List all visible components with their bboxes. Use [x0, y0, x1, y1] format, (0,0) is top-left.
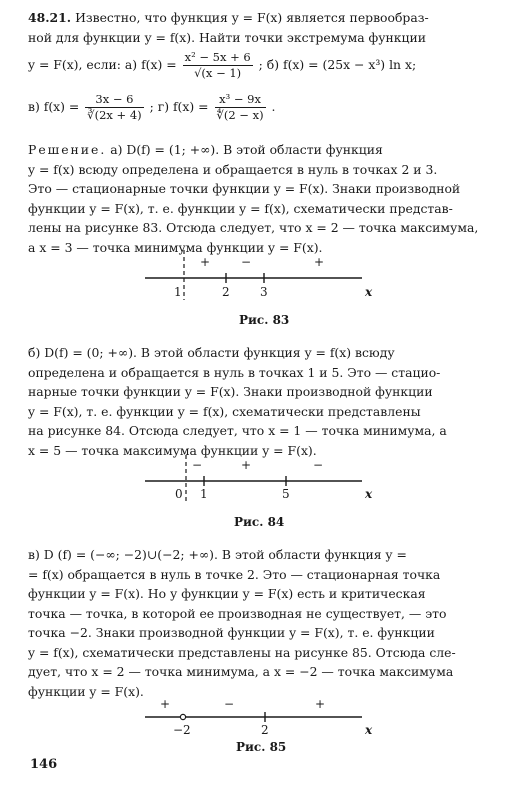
tick-label: −2: [173, 723, 191, 737]
tick-label: 1: [200, 487, 208, 501]
tick-label: 2: [261, 723, 269, 737]
sign-label: +: [160, 700, 171, 711]
tick-label: 0: [175, 487, 183, 501]
sign-label: +: [315, 700, 326, 711]
fraction-a: $\frac{\text{x² − 5x + 6}}{√(x - 1)}$: [184, 50, 251, 80]
axis-label: x: [365, 723, 373, 737]
problem-statement: [28, 8, 498, 47]
sign-label: +: [241, 458, 252, 472]
figure-83: [0, 250, 521, 310]
fraction-d: $\frac{\text{x³ − 9x}}{∜(2 - x)}$: [216, 92, 264, 122]
sign-label: −: [241, 255, 252, 269]
formula-row-ab: y = F(x), если: а) f(x) = $\frac{\text{x² − 5x + 6}}{√(x - 1)}$ ; б) f(x) = (25x − x³) ln x;: [28, 50, 417, 80]
solution-c: в) D (f) = (−∞; −2)∪(−2; +∞). В этой области функция y = = f(x) обращается в нуль в точке 2. Это — стационарная точка функции y = F(x). Но у функции y = F(x) есть и критическая точка — точка, в которой ее производная не существует, — это точка −2. Знаки производной функции y = F(x), т. е. функции y = f(x), схематически представлены на рисунке 85. Отсюда сле- дует, что x = 2 — точка минимума, а x = −2 — точка максимума функции y = F(x).: [28, 547, 456, 699]
axis-label: x: [365, 285, 373, 299]
sign-label: +: [200, 255, 211, 269]
formula-row-cd: в) f(x) = $\frac{3x - 6}{∛(2x + 4)}$ ; г) f(x) = $\frac{\text{x³ − 9x}}{∜(2 - x)}$ .: [28, 92, 276, 122]
solution-label: Решение.: [28, 142, 107, 157]
problem-line-2: ной для функции y = f(x). Найти точки экстремума функции: [28, 29, 427, 45]
solution-a: Решение. а) D(f) = (1; +∞). В этой области функция y = f(x) всюду определена и обращается в нуль в точках 2 и 3. Это — стационарные точки функции y = F(x). Знаки производной функции y = F(x), т. е. функции y = f(x), схематически представ- лены на рисунке 83. Отсюда следует, что x = 2 — точка максимума, а x = 3 — точка минимума функции y = F(x).: [28, 142, 479, 255]
axis-label: x: [365, 487, 373, 501]
tick-label: 1: [174, 285, 182, 299]
page-number: 146: [30, 757, 58, 772]
tick-label: 3: [260, 285, 268, 299]
sign-label: −: [224, 700, 235, 711]
sign-label: −: [313, 458, 324, 472]
tick-label: 2: [222, 285, 230, 299]
problem-number: 48.21.: [28, 10, 72, 25]
problem-line-1: 48.21. Известно, что функция y = F(x) является первообраз-: [28, 10, 429, 25]
tick-label: 5: [282, 487, 290, 501]
figure-caption: Рис. 84: [234, 515, 285, 529]
figure-85: [0, 700, 521, 740]
sign-label: +: [314, 255, 325, 269]
figure-caption: Рис. 83: [239, 313, 290, 327]
figure-84: [0, 455, 521, 510]
excluded-point: [180, 714, 185, 719]
solution-b: б) D(f) = (0; +∞). В этой области функция y = f(x) всюду определена и обращается в нуль в точках 1 и 5. Это — стацио- нарные точки функции y = F(x). Знаки производной функции y = F(x), т. е. функции y = f(x), схематически представлены на рисунке 84. Отсюда следует, что x = 1 — точка минимума, а x = 5 — точка максимума функции y = F(x).: [28, 345, 447, 458]
sign-label: −: [192, 458, 203, 472]
fraction-c: $\frac{3x - 6}{∛(2x + 4)}$: [87, 92, 142, 122]
figure-caption: Рис. 85: [236, 740, 287, 754]
